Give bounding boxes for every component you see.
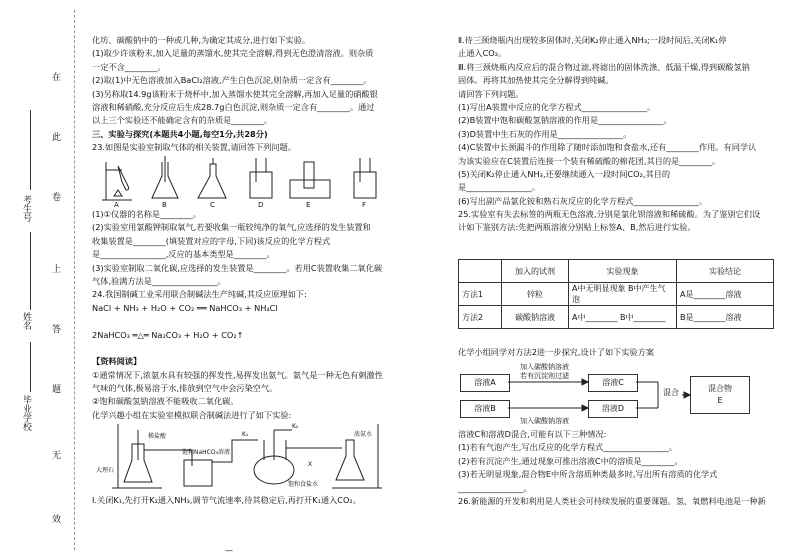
flow-bottom-label: 加入碳酸钠溶液: [520, 417, 569, 425]
text-line: 溶液和稀硝酸,充分反应后生成28.7g白色沉淀,则杂质一定含有________。通过: [92, 101, 375, 112]
table-header: 加入的试剂: [502, 260, 569, 283]
text-line: 气体,验满方法是________________。: [92, 275, 226, 286]
figure-label-b: B: [162, 201, 167, 208]
x-label: X: [308, 461, 313, 468]
name-label: 姓名: [21, 312, 31, 330]
flow-arrows: [508, 370, 692, 422]
text-line: (1)①仪器的名称是________。: [92, 209, 202, 219]
text-line: (1)若有气泡产生,写出反应的化学方程式________________。: [458, 442, 677, 453]
flow-intro: [458, 346, 778, 359]
text-line: 气味的气体,极易溶于水,排放到空气中会污染空气。: [92, 383, 278, 394]
equation-1: NaCl + NH₃ + H₂O + CO₂ ══ NaHCO₃ + NH₄Cl: [92, 302, 278, 313]
section-heading: 三、实验与探究(本题共4小题,每空1分,共28分): [92, 128, 268, 139]
text-line: (2)取(1)中无色溶液加入BaCl₂溶液,产生白色沉淀,则杂质一定含有________。: [92, 75, 372, 86]
text-line: 以上三个实验还不能确定含有的杂质是________。: [92, 115, 273, 126]
flow-box-c: 溶液C: [588, 374, 638, 392]
flow-box-d: 溶液D: [588, 400, 638, 418]
text-line: 为该实验应在C装置后连接一个装有稀硫酸的棉花团,其目的是________。: [458, 155, 721, 166]
text-line: (6)写出副产品氯化铵和熟石灰反应的化学方程式________________。: [458, 195, 708, 206]
margin-char: 上: [52, 265, 62, 275]
text-line: 化坊、碳酸钠中的一种或几种,为确定其成分,进行如下实验。: [92, 35, 311, 45]
page-number-left: —: [225, 546, 233, 555]
apparatus-figure-23: [92, 152, 392, 208]
margin-char: 无: [52, 451, 62, 461]
exam-number-label: 考生号: [21, 195, 31, 222]
table-header: [459, 260, 502, 283]
left-column: [92, 34, 392, 155]
brine-label: 饱和食盐水: [288, 481, 319, 488]
valve-k2-label: K₂: [292, 423, 299, 430]
text-line: 化学兴趣小组在实验室模拟联合制碱法进行了如下实验:: [92, 409, 292, 420]
flow-box-b: 溶液B: [460, 400, 510, 418]
table-cell: B是________溶液: [677, 306, 774, 329]
table-cell: A中无明显现象 B中产生气泡: [569, 283, 677, 306]
table-cell: A中________ B中________: [569, 306, 677, 329]
text-line: (2)若有沉淀产生,通过现象可推出溶液C中的溶质是________。: [458, 455, 683, 466]
valve-k1-label: K₁: [242, 431, 249, 438]
exam-number-line: [30, 110, 31, 190]
text-line: Ⅲ.将三颈烧瓶内反应后的混合物过滤,将滤出的固体洗涤、低温干燥,得到碳酸氢钠: [458, 61, 750, 72]
figure-label-c: C: [210, 201, 215, 208]
text-line: 收集装置是________(填装置对应的字母,下同)该反应的化学方程式: [92, 235, 331, 246]
nahco3-label: 饱和NaHCO₃溶液: [182, 449, 230, 456]
question-26: 26.新能源的开发和利用是人类社会可持续发展的重要课题。氢、氧燃料电池是一种新: [458, 495, 766, 506]
binding-line: [74, 10, 75, 550]
text-line: 止通入CO₂。: [458, 48, 507, 59]
flow-box-e: 混合物 E: [690, 376, 750, 414]
margin-char: 在: [52, 73, 62, 83]
flow-box-a: 溶液A: [460, 374, 510, 392]
figure-label-a: A: [114, 201, 119, 208]
margin-char: 效: [52, 515, 62, 525]
table-header: 实验现象: [569, 260, 677, 283]
text-line: (1)写出A装置中反应的化学方程式________________。: [458, 101, 656, 112]
apparatus-figure-24: [92, 420, 392, 492]
margin-char: 答: [52, 325, 62, 335]
text-line: (3)实验室制取二氧化碳,应选择的发生装置是________。若用C装置收集二氧化碳: [92, 262, 383, 273]
name-line: [30, 232, 31, 310]
text-line: (1)取少许该粉末,加入足量的蒸馏水,使其完全溶解,得到无色澄清溶液。则杂质: [92, 48, 374, 59]
text-line: ①通常情况下,浓氨水具有较强的挥发性,易挥发出氨气。氨气是一种无色有刺激性: [92, 369, 383, 380]
table-cell: 方法2: [459, 306, 502, 329]
left-column-continued: [92, 208, 392, 422]
text-line: 是________________。: [458, 182, 540, 193]
text-line: (3)若无明显现象,混合物E中所含溶质种类最多时,写出所有溶质的化学式: [458, 469, 718, 480]
text-line: (4)C装置中长颈漏斗的作用除了随时添加饱和食盐水,还有________作用。有同学认: [458, 142, 757, 153]
text-line: 请回答下列问题。: [458, 88, 524, 99]
figure-label-f: F: [362, 201, 367, 208]
text-line: (3)D装置中生石灰的作用是________________。: [458, 128, 632, 139]
equation-2: 2NaHCO₃ ═△═ Na₂CO₃ + H₂O + CO₂↑: [92, 329, 244, 340]
reading-heading: 【资料阅读】: [92, 356, 142, 367]
table-header: 实验结论: [677, 260, 774, 283]
flow-mix-label: 混合: [663, 388, 679, 397]
text-line: (2)实验室用氯酸钾制取氧气,若要收集一瓶较纯净的氧气,应选择的发生装置和: [92, 222, 371, 233]
text-line: 一定不含________。: [92, 61, 166, 72]
margin-char: 此: [52, 133, 62, 143]
text-line: 是________________,反应的基本类型是________。: [92, 249, 275, 260]
figure-label-e: E: [306, 201, 311, 208]
right-column: [458, 34, 778, 235]
margin-char: 卷: [52, 193, 62, 203]
flow-top-label: 加入碳酸钠溶液: [520, 363, 569, 371]
text-line: 固体。再将其加热使其完全分解得到纯碱。: [458, 75, 614, 86]
spacer: [92, 315, 392, 328]
table-cell: A是________溶液: [677, 283, 774, 306]
flow-top-label-2: 若有沉淀则过滤: [520, 372, 569, 380]
identification-table: [458, 259, 774, 329]
hcl-label: 稀盐酸: [148, 433, 167, 440]
figure-label-d: D: [258, 201, 264, 208]
text-line: Ⅱ.待三颈烧瓶内出现较多固体时,关闭K₂停止通入NH₃;一段时间后,关闭K₁停: [458, 35, 727, 45]
text-line: 计如下鉴别方法:先把两瓶溶液分别贴上标签A、B,然后进行实验。: [458, 222, 696, 233]
binding-margin: [0, 0, 90, 560]
text-line: 溶液C和溶液D混合,可能有以下三种情况:: [458, 429, 607, 439]
left-step-1: [92, 494, 392, 507]
margin-char: 题: [52, 385, 62, 395]
text-line: (3)另称取14.9g该粉末于烧杯中,加入蒸馏水使其完全溶解,再加入足量的硝酸银: [92, 88, 378, 99]
step-1: Ⅰ.关闭K₁,先打开K₂通入NH₃,调节气流速率,待其稳定后,再打开K₁通入CO₂。: [92, 495, 361, 505]
school-label: 毕业学校: [21, 395, 31, 431]
right-column-end: [458, 428, 778, 508]
text-line: (2)B装置中饱和碳酸氢钠溶液的作用是________________。: [458, 115, 672, 126]
text-line: ②饱和碳酸氢钠溶液不能吸收二氧化碳。: [92, 396, 239, 407]
table-cell: 方法1: [459, 283, 502, 306]
table-cell: 锌粒: [502, 283, 569, 306]
text-line: ________________。: [458, 482, 532, 493]
ammonia-label: 浓氨水: [354, 431, 373, 438]
question-24: 24.我国制碱工业采用联合制碱法生产纯碱,其反应原理如下:: [92, 289, 307, 300]
spacer: [92, 342, 392, 355]
text-line: 化学小组同学对方法2进一步探究,设计了如下实验方案: [458, 347, 655, 357]
text-line: (5)关闭K₂停止通入NH₃,还要继续通入一段时间CO₂,其目的: [458, 168, 671, 179]
marble-label: 大理石: [96, 467, 115, 474]
question-25: 25.实验室有失去标签的两瓶无色溶液,分别是氯化钡溶液和稀硫酸。为了鉴别它们设: [458, 209, 761, 220]
question-23: 23.如图是实验室制取气体的相关装置,请回答下列问题。: [92, 142, 296, 153]
table-cell: 碳酸钠溶液: [502, 306, 569, 329]
school-line: [30, 342, 31, 392]
